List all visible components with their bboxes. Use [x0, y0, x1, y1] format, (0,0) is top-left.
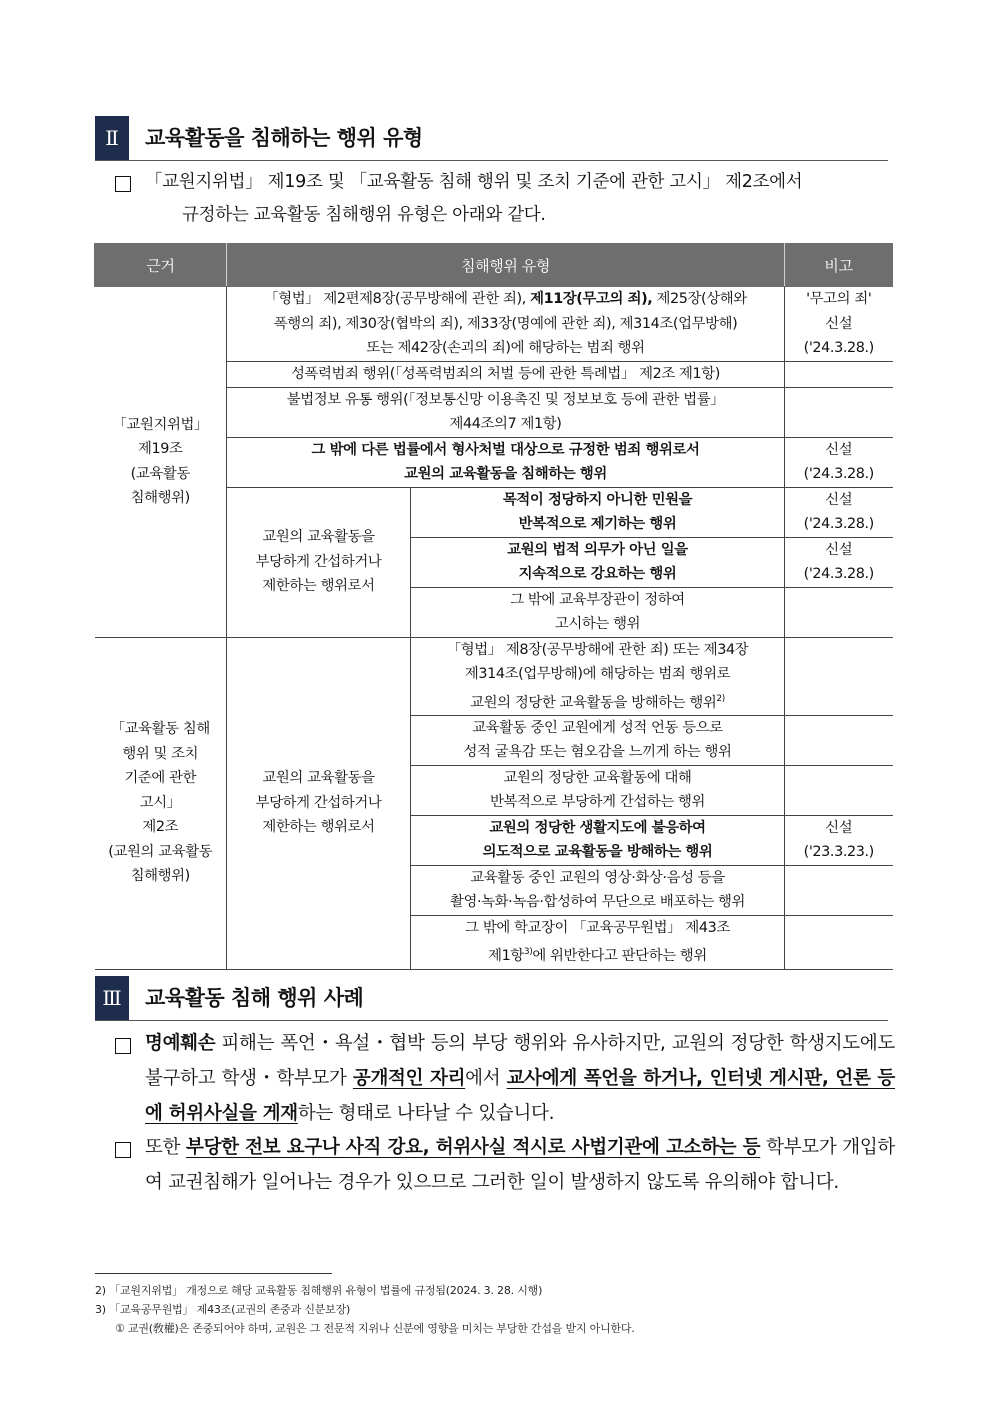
type-cell: 교원의 법적 의무가 아닌 일을 지속적으로 강요하는 행위	[411, 537, 785, 587]
note-cell	[785, 387, 893, 437]
note-cell: 신설 ('24.3.28.)	[785, 437, 893, 487]
type-cell: 그 밖에 학교장이 「교육공무원법」 제43조 제1항$^{3)}$에 위반한다고 판단하는 행위	[411, 915, 785, 969]
header-type: 침해행위 유형	[227, 244, 785, 287]
type-cell: 교원의 정당한 교육활동에 대해 반복적으로 부당하게 간섭하는 행위	[411, 765, 785, 815]
type-cell: 목적이 정당하지 아니한 민원을 반복적으로 제기하는 행위	[411, 487, 785, 537]
checkbox-bullet-icon	[115, 176, 131, 192]
basis-cell-teacher-status-act: 「교원지위법」 제19조 (교육활동 침해행위)	[95, 287, 227, 638]
type-cell: 「형법」 제8장(공무방해에 관한 죄) 또는 제34장 제314조(업무방해)에 해당하는 범죄 행위로 교원의 정당한 교육활동을 방해하는 행위$^{2)}$	[411, 637, 785, 715]
note-cell	[785, 637, 893, 715]
footnote-divider	[95, 1273, 332, 1274]
section-3-paragraph-2: 또한 부당한 전보 요구나 사직 강요, 허위사실 적시로 사법기관에 고소하는 등 학부모가 개입하여 교권침해가 일어나는 경우가 있으므로 그러한 일이 발생하지 않도록 유의해야 합니다.	[115, 1130, 895, 1200]
note-cell: '무고의 죄' 신설 ('24.3.28.)	[785, 287, 893, 362]
note-cell	[785, 587, 893, 637]
note-cell	[785, 361, 893, 387]
type-cell: 「형법」 제2편제8장(공무방해에 관한 죄), 제11장(무고의 죄), 제25장(상해와 폭행의 죄), 제30장(협박의 죄), 제33장(명예에 관한 죄), 제314조(업무방해) 또는 제42장(손괴의 죄)에 해당하는 범죄 행위	[227, 287, 785, 362]
intro-line-2: 규정하는 교육활동 침해행위 유형은 아래와 같다.	[182, 205, 546, 225]
footnote-3-clause: ① 교권(敎權)은 존중되어야 하며, 교원은 그 전문적 지위나 신분에 영향을 미치는 부당한 간섭을 받지 아니한다.	[115, 1322, 635, 1335]
infringement-type-table	[94, 243, 893, 970]
type-cell: 성폭력범죄 행위(「성폭력범죄의 처벌 등에 관한 특례법」 제2조 제1항)	[227, 361, 785, 387]
note-cell	[785, 765, 893, 815]
note-cell: 신설 ('24.3.28.)	[785, 537, 893, 587]
type-cell: 그 밖에 교육부장관이 정하여 고시하는 행위	[411, 587, 785, 637]
section-2-intro	[115, 166, 895, 232]
basis-cell-notice: 「교육활동 침해 행위 및 조치 기준에 관한 고시」 제2조 (교원의 교육활동 침해행위)	[95, 637, 227, 969]
note-cell: 신설 ('24.3.28.)	[785, 487, 893, 537]
intro-line-1: 「교원지위법」 제19조 및 「교육활동 침해 행위 및 조치 기준에 관한 고시」 제2조에서	[145, 172, 803, 192]
table-row	[95, 637, 893, 715]
table-header-row	[95, 244, 893, 287]
type-cell: 교원의 정당한 생활지도에 불응하여 의도적으로 교육활동을 방해하는 행위	[411, 815, 785, 865]
note-cell	[785, 865, 893, 915]
type-cell: 교육활동 중인 교원에게 성적 언동 등으로 성적 굴욕감 또는 혐오감을 느끼게 하는 행위	[411, 715, 785, 765]
footnote-ref-2: 2)	[716, 693, 725, 704]
footnote-3: 3) 「교육공무원법」 제43조(교권의 존중과 신분보장)	[95, 1303, 351, 1316]
note-cell	[785, 715, 893, 765]
type-cell: 그 밖에 다른 법률에서 형사처벌 대상으로 규정한 범죄 행위로서 교원의 교육활동을 침해하는 행위	[227, 437, 785, 487]
section-3-number: Ⅲ	[95, 976, 129, 1020]
checkbox-bullet-icon	[115, 1038, 131, 1054]
type-cell: 불법정보 유통 행위(「정보통신망 이용촉진 및 정보보호 등에 관한 법률」 제44조의7 제1항)	[227, 387, 785, 437]
header-basis: 근거	[95, 244, 227, 287]
table-row	[95, 287, 893, 362]
sub-label-cell: 교원의 교육활동을 부당하게 간섭하거나 제한하는 행위로서	[227, 637, 411, 969]
footnote-2: 2) 「교원지위법」 개정으로 해당 교육활동 침해행위 유형이 법률에 규정됨(2024. 3. 28. 시행)	[95, 1284, 543, 1297]
section-3-paragraph-1: 명예훼손 피해는 폭언・욕설・협박 등의 부당 행위와 유사하지만, 교원의 정당한 학생지도에도 불구하고 학생・학부모가 공개적인 자리에서 교사에게 폭언을 하거나, 인터넷 게시판, 언론 등에 허위사실을 게재하는 형태로 나타날 수 있습니다.	[115, 1026, 895, 1131]
type-cell: 교육활동 중인 교원의 영상·화상·음성 등을 촬영·녹화·녹음·합성하여 무단으로 배포하는 행위	[411, 865, 785, 915]
note-cell: 신설 ('23.3.23.)	[785, 815, 893, 865]
header-note: 비고	[785, 244, 893, 287]
section-2-title: 교육활동을 침해하는 행위 유형	[145, 126, 423, 150]
section-3-title: 교육활동 침해 행위 사례	[145, 986, 364, 1010]
sub-label-cell: 교원의 교육활동을 부당하게 간섭하거나 제한하는 행위로서	[227, 487, 411, 637]
checkbox-bullet-icon	[115, 1142, 131, 1158]
section-3-header	[95, 976, 888, 1021]
section-2-number: Ⅱ	[95, 116, 129, 160]
section-2-header	[95, 116, 888, 161]
note-cell	[785, 915, 893, 969]
footnote-ref-3: 3)	[523, 947, 533, 958]
